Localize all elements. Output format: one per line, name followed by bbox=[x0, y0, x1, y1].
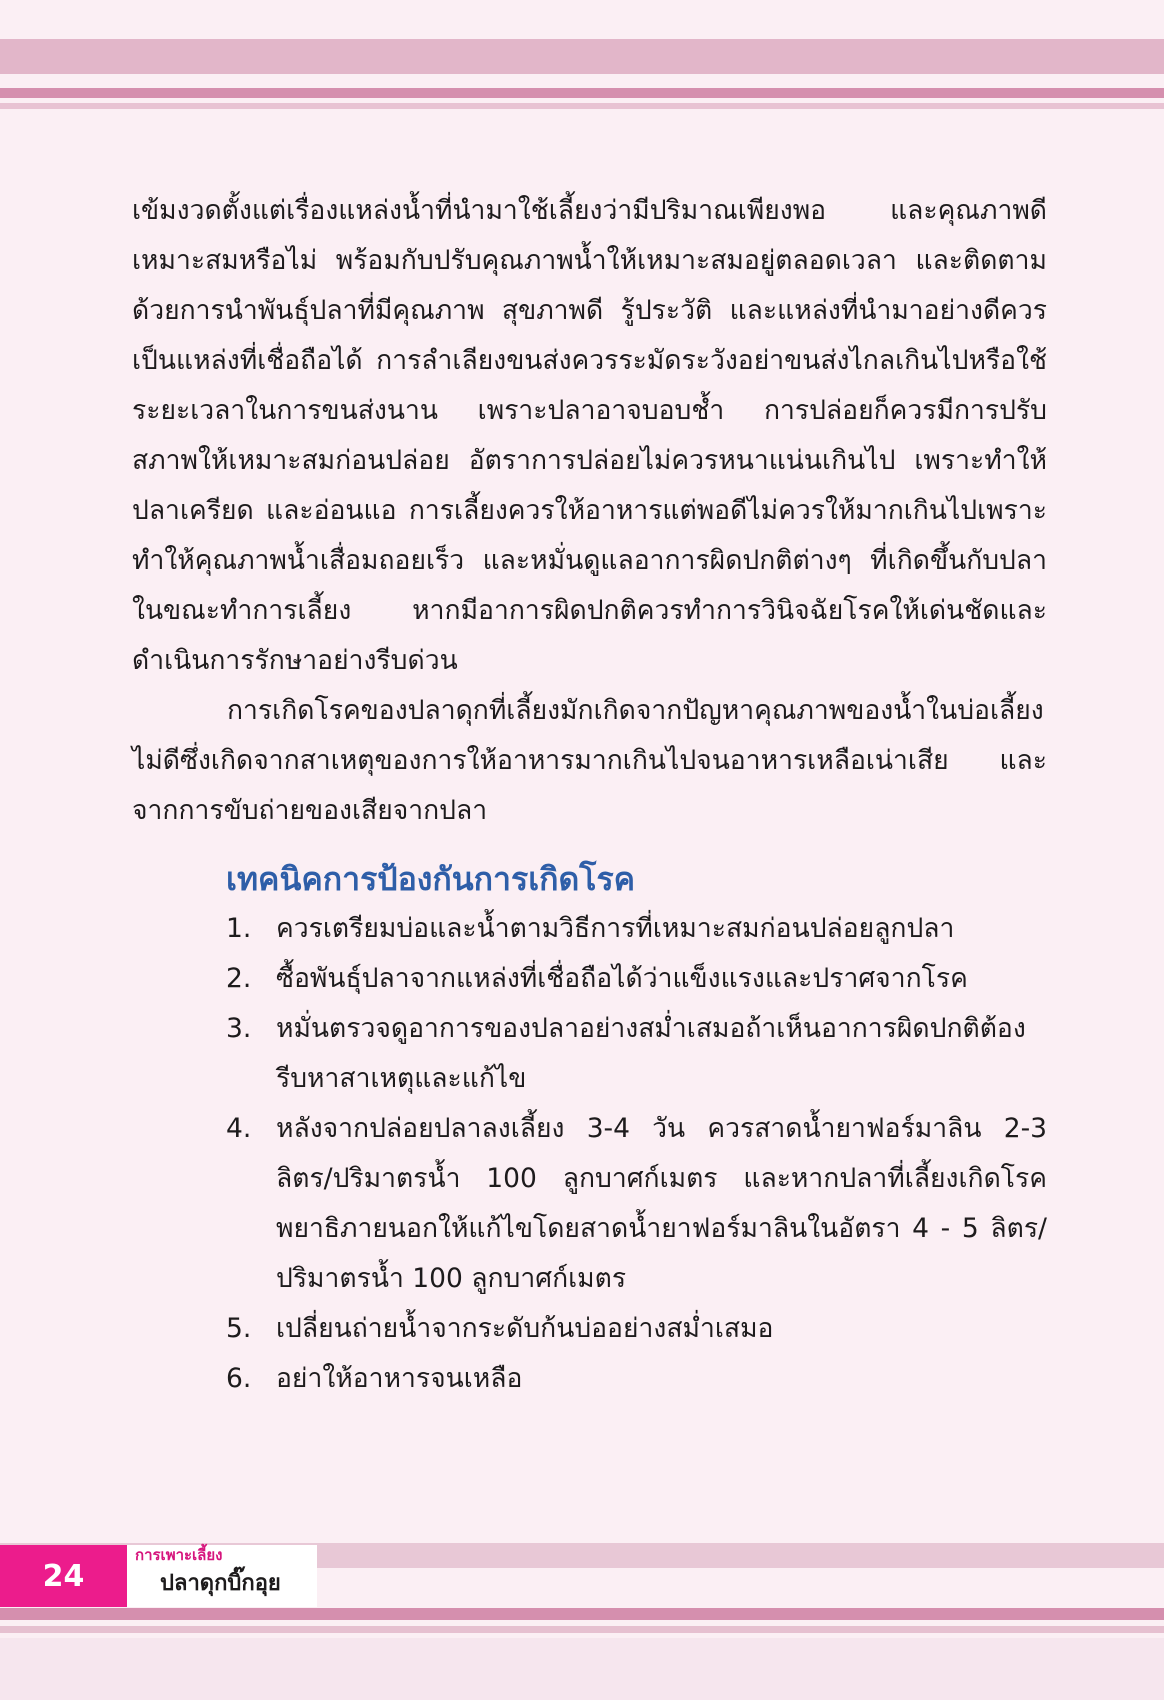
list-item-text: ควรเตรียมบ่อและน้ำตามวิธีการที่เหมาะสมก่อนปล่อยลูกปลา bbox=[276, 913, 955, 944]
list-item bbox=[226, 1304, 1047, 1354]
header-stripe bbox=[0, 88, 1164, 98]
paragraph-2: การเกิดโรคของปลาดุกที่เลี้ยงมักเกิดจากปัญหาคุณภาพของน้ำในบ่อเลี้ยงไม่ดีซึ่งเกิดจากสาเหตุของการให้อาหารมากเกินไปจนอาหารเหลือเน่าเสีย และจากการขับถ่ายของเสียจากปลา bbox=[132, 695, 1047, 826]
list-item-text: หลังจากปล่อยปลาลงเลี้ยง 3-4 วัน ควรสาดน้ำยาฟอร์มาลิน 2-3 ลิตร/ปริมาตรน้ำ 100 ลูกบาศก์เมตร และหากปลาที่เลี้ยงเกิดโรคพยาธิภายนอกให้แก้ไขโดยสาดน้ำยาฟอร์มาลินในอัตรา 4 - 5 ลิตร/ปริมาตรน้ำ 100 ลูกบาศก์เมตร bbox=[276, 1113, 1047, 1294]
prevention-list bbox=[226, 904, 1047, 1404]
list-item bbox=[226, 1354, 1047, 1404]
list-item-text: เปลี่ยนถ่ายน้ำจากระดับก้นบ่ออย่างสม่ำเสมอ bbox=[276, 1313, 774, 1344]
header-band bbox=[0, 39, 1164, 74]
footer-stripe-thin bbox=[0, 1626, 1164, 1633]
list-item bbox=[226, 1104, 1047, 1304]
header-stripe-thin bbox=[0, 103, 1164, 109]
section-heading: เทคนิคการป้องกันการเกิดโรค bbox=[226, 860, 636, 898]
list-item-number: 4. bbox=[226, 1113, 252, 1144]
list-item-text: หมั่นตรวจดูอาการของปลาอย่างสม่ำเสมอถ้าเห็นอาการผิดปกติต้องรีบหาสาเหตุและแก้ไข bbox=[276, 1013, 1026, 1094]
page-number: 24 bbox=[0, 1545, 127, 1607]
list-item-text: ซื้อพันธุ์ปลาจากแหล่งที่เชื่อถือได้ว่าแข็งแรงและปราศจากโรค bbox=[276, 963, 968, 994]
list-item bbox=[226, 1004, 1047, 1104]
footer-bottom-band bbox=[0, 1638, 1164, 1700]
list-item-number: 5. bbox=[226, 1313, 252, 1344]
list-item-number: 2. bbox=[226, 963, 252, 994]
footer-series-label: การเพาะเลี้ยง bbox=[135, 1546, 223, 1564]
list-item bbox=[226, 904, 1047, 954]
paragraph-1: เข้มงวดตั้งแต่เรื่องแหล่งน้ำที่นำมาใช้เลี้ยงว่ามีปริมาณเพียงพอ และคุณภาพดีเหมาะสมหรือไม่ พร้อมกับปรับคุณภาพน้ำให้เหมาะสมอยู่ตลอดเวลา และติดตามด้วยการนำพันธุ์ปลาที่มีคุณภาพ สุขภาพดี รู้ประวัติ และแหล่งที่นำมาอย่างดีควรเป็นแหล่งที่เชื่อถือได้ การลำเลียงขนส่งควรระมัดระวังอย่าขนส่งไกลเกินไปหรือใช้ระยะเวลาในการขนส่งนาน เพราะปลาอาจบอบช้ำ การปล่อยก็ควรมีการปรับสภาพให้เหมาะสมก่อนปล่อย อัตราการปล่อยไม่ควรหนาแน่นเกินไป เพราะทำให้ปลาเครียด และอ่อนแอ การเลี้ยงควรให้อาหารแต่พอดีไม่ควรให้มากเกินไปเพราะทำให้คุณภาพน้ำเสื่อมถอยเร็ว และหมั่นดูแลอาการผิดปกติต่างๆ ที่เกิดขึ้นกับปลาในขณะทำการเลี้ยง หากมีอาการผิดปกติควรทำการวินิจฉัยโรคให้เด่นชัดและดำเนินการรักษาอย่างรีบด่วน bbox=[132, 195, 1047, 676]
list-item-number: 6. bbox=[226, 1363, 252, 1394]
list-item-number: 1. bbox=[226, 913, 252, 944]
list-item-number: 3. bbox=[226, 1013, 252, 1044]
list-item-text: อย่าให้อาหารจนเหลือ bbox=[276, 1363, 523, 1394]
body-text bbox=[132, 186, 1047, 836]
list-item bbox=[226, 954, 1047, 1004]
footer-book-title: ปลาดุกบิ๊กอุย bbox=[160, 1571, 281, 1596]
footer-stripe bbox=[0, 1608, 1164, 1620]
